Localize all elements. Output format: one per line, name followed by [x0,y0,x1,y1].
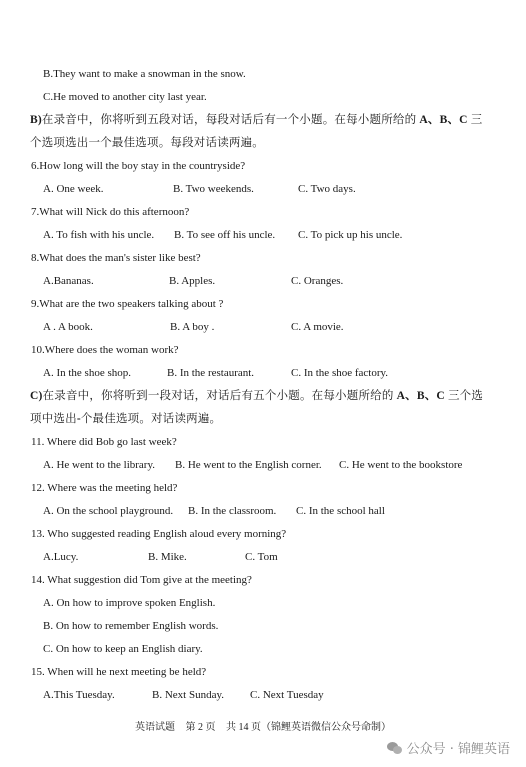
option-b: B. Apples. [169,275,216,287]
question-15: 15. When will he next meeting be held? [31,666,207,678]
option-b: B. In the restaurant. [167,367,255,379]
option-c: C. In the shoe factory. [291,367,389,379]
section-c-instructions [30,389,502,403]
instruction-text: 项中选出 [30,413,77,425]
instruction-text: 在录音中，你将听到一段对话，对话后有五个小题。在每小题所给的 [42,390,397,402]
instruction-text: 在录音中，你将听到五段对话，每段对话后有一个小题。在每小题所给的 [41,114,420,126]
footer-page-number: 第 2 页 [185,722,216,733]
option-b: B. A boy . [170,321,215,333]
option-c: C. Tom [245,551,278,563]
question-14: 14. What suggestion did Tom give at the meeting? [31,574,252,586]
question-8: 8.What does the man's sister like best? [31,252,201,264]
option-a: A . A book. [43,321,93,333]
question-13: 13. Who suggested reading English aloud every morning? [31,528,287,540]
watermark [387,738,510,757]
instruction-text: 三 [467,114,483,126]
section-c-instructions-2 [30,412,502,426]
instruction-text: 三个选 [444,390,484,402]
option-b: B. In the classroom. [188,505,277,517]
question-8-options [43,274,502,288]
option-line: B.They want to make a snowman in the snow. [43,68,246,80]
instruction-text: 个最佳选项。对话读两遍。 [80,413,222,425]
option-c: C. He went to the bookstore [339,459,463,471]
option-b: B. Next Sunday. [152,689,225,701]
question-9-options [43,320,502,334]
footer-total-pages: 共 14 页（锦鲤英语微信公众号命制） [226,722,391,733]
question-6-options [43,182,502,196]
option-a: A. In the shoe shop. [43,367,131,379]
option-line: C.He moved to another city last year. [43,91,207,103]
option-b: B. He went to the English corner. [175,459,322,471]
watermark-text: 公众号 · 锦鲤英语 [406,742,510,757]
instruction-options: A、B、C [396,390,445,402]
wechat-icon [387,741,403,755]
question-10: 10.Where does the woman work? [31,344,179,356]
option-a: A. One week. [43,183,104,195]
question-9: 9.What are the two speakers talking about ? [31,298,224,310]
option-a: A. On the school playground. [43,505,174,517]
question-11: 11. Where did Bob go last week? [31,436,177,448]
question-14-option-b: B. On how to remember English words. [43,620,219,632]
question-10-options [43,366,502,380]
option-a: A.Lucy. [43,551,79,563]
option-c: C. Next Tuesday [250,689,324,701]
question-12: 12. Where was the meeting held? [31,482,178,494]
instruction-dash: - [76,413,81,425]
question-13-options [43,550,502,564]
option-a: A. To fish with his uncle. [43,229,155,241]
section-b-instructions [30,113,502,127]
question-7-options [43,228,502,242]
option-c: C. In the school hall [296,505,385,517]
question-15-options [43,688,502,702]
section-label: C) [30,390,43,402]
section-label: B) [30,114,42,126]
option-c: C. Two days. [298,183,356,195]
option-b: B. To see off his uncle. [174,229,276,241]
option-b: B. Two weekends. [173,183,254,195]
option-a: A. He went to the library. [43,459,156,471]
question-12-options [43,504,502,518]
option-c: C. Oranges. [291,275,344,287]
section-b-instructions-2: 个选项选出一个最佳选项。每段对话读两遍。 [30,137,264,149]
option-a: A.Bananas. [43,275,94,287]
option-b: B. Mike. [148,551,187,563]
option-c: C. A movie. [291,321,344,333]
question-7: 7.What will Nick do this afternoon? [31,206,190,218]
question-14-option-a: A. On how to improve spoken English. [43,597,216,609]
footer-subject: 英语试题 [135,722,175,733]
page-footer [0,722,526,734]
option-c: C. To pick up his uncle. [298,229,403,241]
option-a: A.This Tuesday. [43,689,115,701]
question-6: 6.How long will the boy stay in the countryside? [31,160,246,172]
question-14-option-c: C. On how to keep an English diary. [43,643,203,655]
question-11-options [43,458,502,472]
instruction-options: A、B、C [419,114,468,126]
